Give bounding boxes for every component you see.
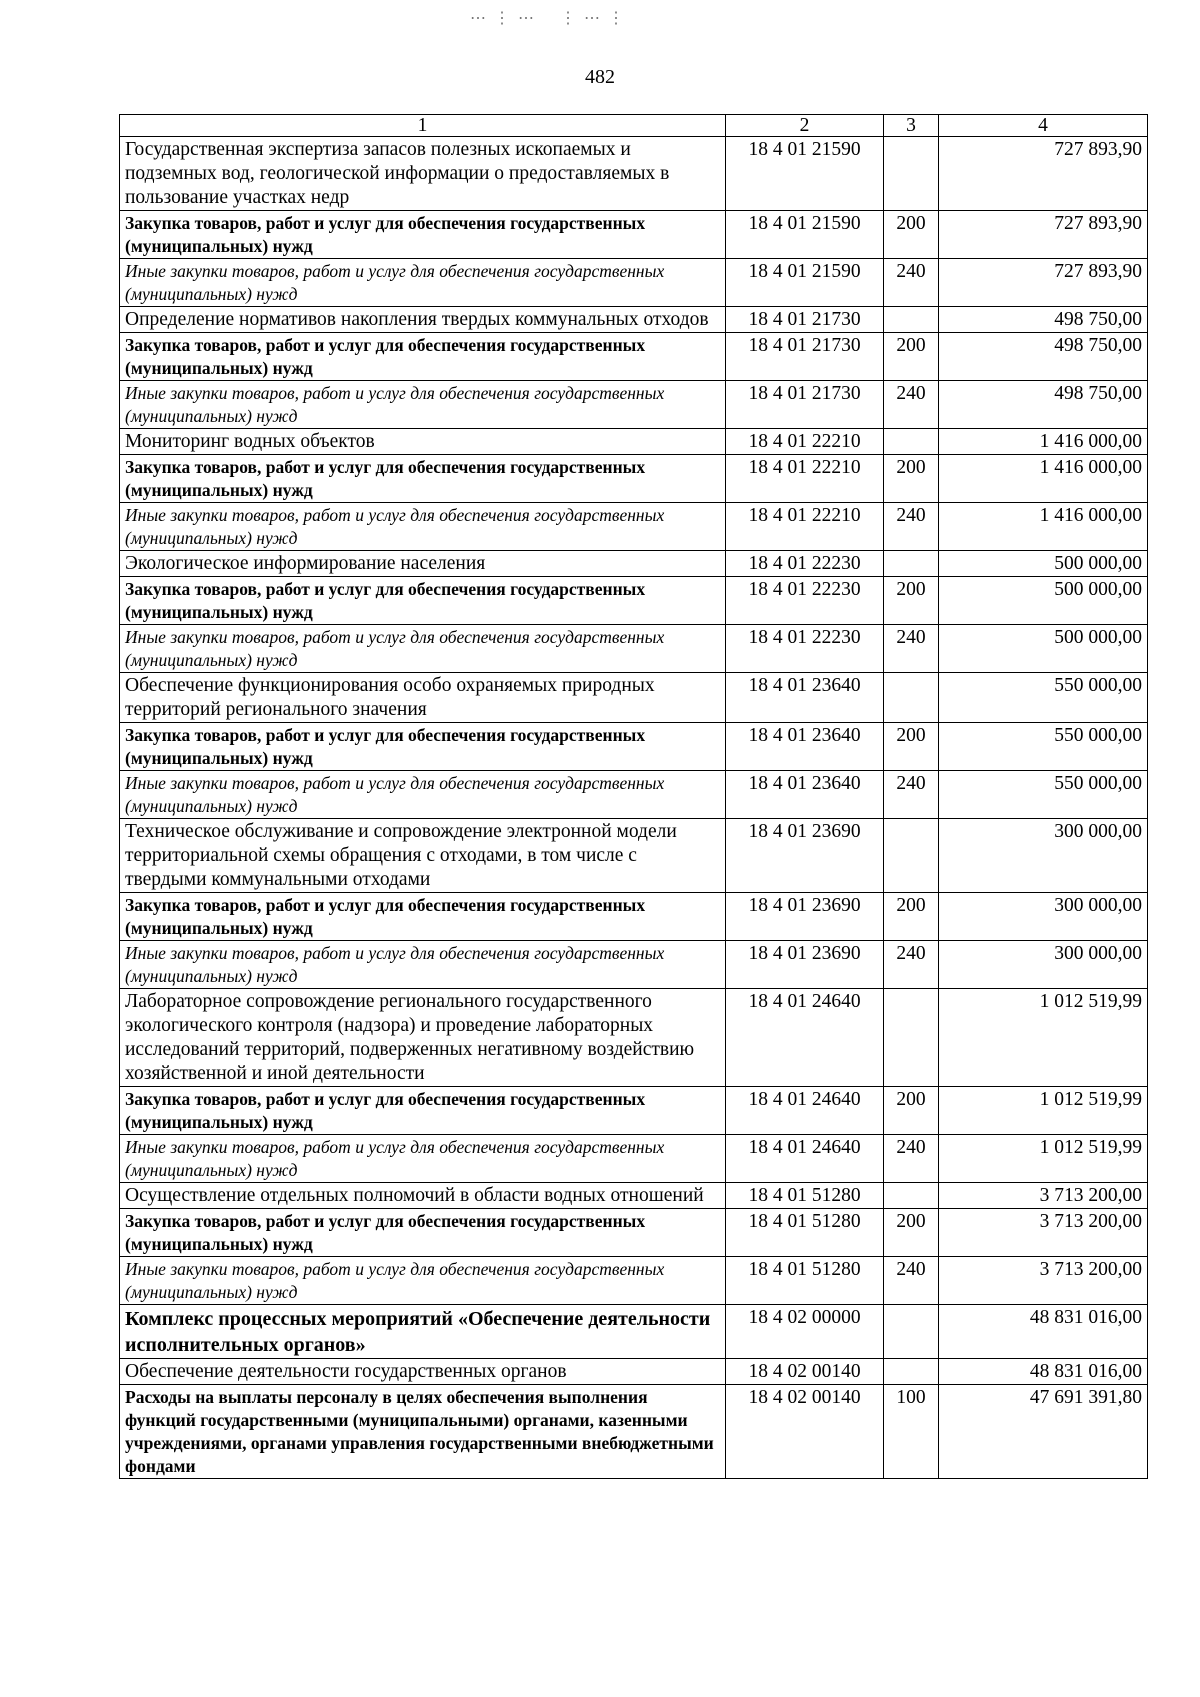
row-amount-cell: 1 012 519,99 (939, 1135, 1148, 1183)
header-cell-4: 4 (939, 115, 1148, 137)
row-amount-cell: 727 893,90 (939, 211, 1148, 259)
row-name-cell: Иные закупки товаров, работ и услуг для обеспечения государственных (муниципальных) нужд (120, 1257, 726, 1305)
row-amount-cell: 498 750,00 (939, 333, 1148, 381)
row-code-cell: 18 4 01 23640 (726, 673, 884, 723)
budget-table (119, 114, 1148, 1479)
row-name-cell: Иные закупки товаров, работ и услуг для обеспечения государственных (муниципальных) нужд (120, 259, 726, 307)
row-amount-cell: 1 416 000,00 (939, 455, 1148, 503)
row-name-cell: Иные закупки товаров, работ и услуг для обеспечения государственных (муниципальных) нужд (120, 503, 726, 551)
row-name-cell: Закупка товаров, работ и услуг для обеспечения государственных (муниципальных) нужд (120, 1209, 726, 1257)
row-amount-cell: 498 750,00 (939, 307, 1148, 333)
table-row (120, 819, 1148, 893)
table-row (120, 1087, 1148, 1135)
row-expense-type-cell: 240 (884, 381, 939, 429)
row-amount-cell: 1 416 000,00 (939, 429, 1148, 455)
row-name-cell: Государственная экспертиза запасов полезных ископаемых и подземных вод, геологической информации о предоставляемых в пользование участках недр (120, 137, 726, 211)
table-row (120, 503, 1148, 551)
row-expense-type-cell (884, 1305, 939, 1359)
row-expense-type-cell: 200 (884, 723, 939, 771)
row-amount-cell: 300 000,00 (939, 893, 1148, 941)
header-cell-1: 1 (120, 115, 726, 137)
row-amount-cell: 500 000,00 (939, 577, 1148, 625)
table-row (120, 259, 1148, 307)
row-code-cell: 18 4 02 00140 (726, 1385, 884, 1479)
row-code-cell: 18 4 01 22210 (726, 503, 884, 551)
budget-table-body (120, 115, 1148, 1479)
table-row (120, 307, 1148, 333)
row-code-cell: 18 4 01 22230 (726, 551, 884, 577)
row-amount-cell: 550 000,00 (939, 723, 1148, 771)
table-row (120, 137, 1148, 211)
row-code-cell: 18 4 01 22210 (726, 455, 884, 503)
row-expense-type-cell (884, 137, 939, 211)
row-code-cell: 18 4 01 23690 (726, 893, 884, 941)
table-row (120, 625, 1148, 673)
table-row (120, 211, 1148, 259)
header-row (120, 115, 1148, 137)
table-row (120, 723, 1148, 771)
row-name-cell: Иные закупки товаров, работ и услуг для обеспечения государственных (муниципальных) нужд (120, 381, 726, 429)
row-name-cell: Иные закупки товаров, работ и услуг для обеспечения государственных (муниципальных) нужд (120, 625, 726, 673)
row-code-cell: 18 4 01 22210 (726, 429, 884, 455)
row-name-cell: Экологическое информирование населения (120, 551, 726, 577)
row-expense-type-cell (884, 307, 939, 333)
row-code-cell: 18 4 01 24640 (726, 1087, 884, 1135)
row-expense-type-cell: 200 (884, 211, 939, 259)
row-name-cell: Осуществление отдельных полномочий в области водных отношений (120, 1183, 726, 1209)
row-amount-cell: 1 416 000,00 (939, 503, 1148, 551)
row-code-cell: 18 4 01 23690 (726, 819, 884, 893)
row-name-cell: Закупка товаров, работ и услуг для обеспечения государственных (муниципальных) нужд (120, 723, 726, 771)
row-amount-cell: 727 893,90 (939, 137, 1148, 211)
row-name-cell: Иные закупки товаров, работ и услуг для обеспечения государственных (муниципальных) нужд (120, 771, 726, 819)
row-amount-cell: 550 000,00 (939, 771, 1148, 819)
row-expense-type-cell: 200 (884, 577, 939, 625)
row-expense-type-cell: 240 (884, 1135, 939, 1183)
table-row (120, 771, 1148, 819)
row-code-cell: 18 4 01 21590 (726, 211, 884, 259)
row-amount-cell: 48 831 016,00 (939, 1359, 1148, 1385)
row-expense-type-cell (884, 819, 939, 893)
row-expense-type-cell: 240 (884, 259, 939, 307)
row-expense-type-cell: 240 (884, 503, 939, 551)
row-expense-type-cell (884, 1183, 939, 1209)
table-row (120, 1305, 1148, 1359)
row-name-cell: Закупка товаров, работ и услуг для обеспечения государственных (муниципальных) нужд (120, 1087, 726, 1135)
row-name-cell: Обеспечение деятельности государственных органов (120, 1359, 726, 1385)
header-cell-3: 3 (884, 115, 939, 137)
row-amount-cell: 727 893,90 (939, 259, 1148, 307)
row-expense-type-cell: 200 (884, 455, 939, 503)
row-expense-type-cell (884, 551, 939, 577)
row-code-cell: 18 4 01 51280 (726, 1209, 884, 1257)
row-code-cell: 18 4 01 23690 (726, 941, 884, 989)
row-code-cell: 18 4 02 00000 (726, 1305, 884, 1359)
table-row (120, 989, 1148, 1087)
table-row (120, 1209, 1148, 1257)
table-row (120, 673, 1148, 723)
table-row (120, 429, 1148, 455)
row-code-cell: 18 4 01 21730 (726, 307, 884, 333)
row-name-cell: Закупка товаров, работ и услуг для обеспечения государственных (муниципальных) нужд (120, 333, 726, 381)
table-row (120, 1257, 1148, 1305)
row-amount-cell: 550 000,00 (939, 673, 1148, 723)
table-row (120, 577, 1148, 625)
row-code-cell: 18 4 01 22230 (726, 625, 884, 673)
row-code-cell: 18 4 01 51280 (726, 1183, 884, 1209)
header-cell-2: 2 (726, 115, 884, 137)
row-amount-cell: 1 012 519,99 (939, 1087, 1148, 1135)
row-expense-type-cell: 100 (884, 1385, 939, 1479)
row-expense-type-cell: 200 (884, 1209, 939, 1257)
scan-artifact-stamp: ⋯ ⋮ ⋯ ⋮ ⋯ ⋮ (470, 10, 626, 27)
row-code-cell: 18 4 01 23640 (726, 771, 884, 819)
row-name-cell: Расходы на выплаты персоналу в целях обеспечения выполнения функций государственными (муниципальными) органами, казенными учреждениями, органами управления государственными внебюджетными фондами (120, 1385, 726, 1479)
row-amount-cell: 3 713 200,00 (939, 1257, 1148, 1305)
row-amount-cell: 300 000,00 (939, 941, 1148, 989)
row-name-cell: Иные закупки товаров, работ и услуг для обеспечения государственных (муниципальных) нужд (120, 1135, 726, 1183)
row-name-cell: Комплекс процессных мероприятий «Обеспечение деятельности исполнительных органов» (120, 1305, 726, 1359)
row-code-cell: 18 4 01 24640 (726, 1135, 884, 1183)
row-code-cell: 18 4 01 24640 (726, 989, 884, 1087)
row-expense-type-cell (884, 429, 939, 455)
row-code-cell: 18 4 01 21590 (726, 137, 884, 211)
row-amount-cell: 500 000,00 (939, 625, 1148, 673)
table-row (120, 1359, 1148, 1385)
table-row (120, 333, 1148, 381)
row-name-cell: Определение нормативов накопления твердых коммунальных отходов (120, 307, 726, 333)
row-amount-cell: 47 691 391,80 (939, 1385, 1148, 1479)
table-row (120, 1135, 1148, 1183)
row-code-cell: 18 4 01 23640 (726, 723, 884, 771)
row-amount-cell: 3 713 200,00 (939, 1183, 1148, 1209)
row-name-cell: Закупка товаров, работ и услуг для обеспечения государственных (муниципальных) нужд (120, 211, 726, 259)
row-expense-type-cell: 200 (884, 1087, 939, 1135)
row-name-cell: Лабораторное сопровождение регионального государственного экологического контроля (надзора) и проведение лабораторных исследований территорий, подверженных негативному воздействию хозяйственной и иной деятельности (120, 989, 726, 1087)
row-amount-cell: 1 012 519,99 (939, 989, 1148, 1087)
table-row (120, 893, 1148, 941)
page-number: 482 (585, 66, 615, 88)
row-code-cell: 18 4 01 22230 (726, 577, 884, 625)
row-name-cell: Закупка товаров, работ и услуг для обеспечения государственных (муниципальных) нужд (120, 577, 726, 625)
row-expense-type-cell (884, 1359, 939, 1385)
row-code-cell: 18 4 01 21730 (726, 381, 884, 429)
row-amount-cell: 300 000,00 (939, 819, 1148, 893)
row-expense-type-cell (884, 673, 939, 723)
row-code-cell: 18 4 01 21590 (726, 259, 884, 307)
row-expense-type-cell: 240 (884, 941, 939, 989)
table-row (120, 1385, 1148, 1479)
row-expense-type-cell: 200 (884, 893, 939, 941)
row-expense-type-cell (884, 989, 939, 1087)
row-expense-type-cell: 240 (884, 625, 939, 673)
row-code-cell: 18 4 01 21730 (726, 333, 884, 381)
table-row (120, 551, 1148, 577)
row-expense-type-cell: 240 (884, 771, 939, 819)
row-name-cell: Закупка товаров, работ и услуг для обеспечения государственных (муниципальных) нужд (120, 455, 726, 503)
row-amount-cell: 498 750,00 (939, 381, 1148, 429)
row-name-cell: Закупка товаров, работ и услуг для обеспечения государственных (муниципальных) нужд (120, 893, 726, 941)
row-amount-cell: 3 713 200,00 (939, 1209, 1148, 1257)
row-expense-type-cell: 200 (884, 333, 939, 381)
table-row (120, 455, 1148, 503)
row-name-cell: Иные закупки товаров, работ и услуг для обеспечения государственных (муниципальных) нужд (120, 941, 726, 989)
table-row (120, 941, 1148, 989)
row-name-cell: Обеспечение функционирования особо охраняемых природных территорий регионального значения (120, 673, 726, 723)
table-row (120, 1183, 1148, 1209)
row-amount-cell: 48 831 016,00 (939, 1305, 1148, 1359)
row-code-cell: 18 4 02 00140 (726, 1359, 884, 1385)
row-code-cell: 18 4 01 51280 (726, 1257, 884, 1305)
row-amount-cell: 500 000,00 (939, 551, 1148, 577)
row-name-cell: Мониторинг водных объектов (120, 429, 726, 455)
table-row (120, 381, 1148, 429)
row-name-cell: Техническое обслуживание и сопровождение электронной модели территориальной схемы обращения с отходами, в том числе с твердыми коммунальными отходами (120, 819, 726, 893)
row-expense-type-cell: 240 (884, 1257, 939, 1305)
